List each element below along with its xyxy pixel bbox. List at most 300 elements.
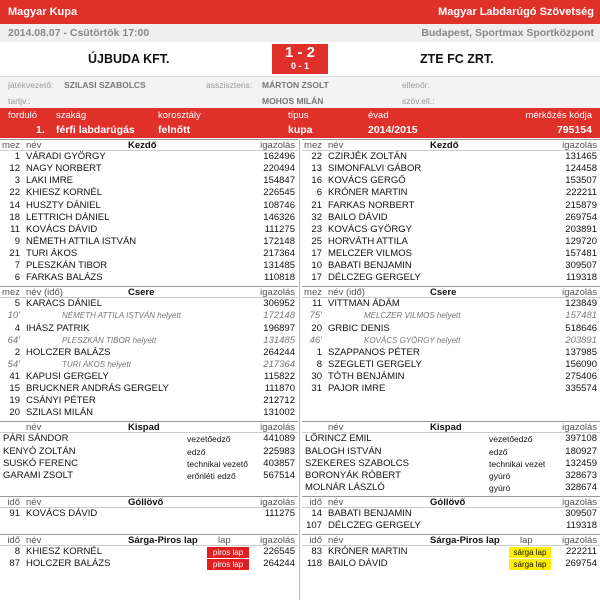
- staff-role: technikai vezet: [489, 458, 546, 469]
- starter-row: [302, 187, 600, 199]
- section-title: Kezdő: [430, 140, 459, 151]
- sub-minute: 75': [309, 310, 322, 322]
- shirt-number: 30: [311, 370, 322, 382]
- column-label: igazolás: [260, 535, 295, 547]
- card-row: [302, 546, 600, 558]
- sub-minute: 64': [7, 334, 20, 346]
- player-name: HORVÁTH ATTILA: [328, 235, 408, 247]
- substitute-row: [0, 371, 298, 383]
- starter-row: [302, 224, 600, 236]
- starter-row: [302, 236, 600, 248]
- starter-row: [302, 175, 600, 187]
- player-name: CZIRJÉK ZOLTÁN: [328, 151, 407, 163]
- carded-player: BAILO DÁVID: [328, 558, 388, 570]
- player-name: VITTMAN ÁDÁM: [328, 298, 400, 310]
- player-name: LAKI IMRE: [26, 175, 73, 187]
- shirt-number: 15: [9, 383, 20, 394]
- player-name: SIMONFALVI GÁBOR: [328, 163, 422, 175]
- substitute-row: [302, 323, 600, 335]
- substitute-row: [0, 395, 298, 407]
- section-title: Sárga-Piros lap: [430, 535, 500, 547]
- shirt-number: 31: [311, 383, 322, 394]
- staff-name: GARAMI ZSOLT: [3, 469, 74, 481]
- starter-row: [0, 272, 298, 284]
- sub-minute: 54': [7, 358, 20, 370]
- starter-row: [0, 212, 298, 224]
- starters-header: [302, 139, 600, 151]
- section-title: Góllövő: [128, 496, 164, 508]
- shirt-number: 17: [311, 272, 322, 284]
- player-name: BABATI BENJAMIN: [328, 260, 412, 271]
- column-label: név (idő): [26, 287, 63, 299]
- player-id: 137985: [565, 346, 597, 358]
- starters-header: [0, 139, 298, 151]
- away-team: ZTE FC ZRT.: [420, 52, 494, 66]
- starter-row: [0, 187, 298, 199]
- bench-row: [302, 482, 600, 494]
- column-label: mez: [304, 140, 322, 151]
- shirt-number: 13: [311, 163, 322, 175]
- bench-row: [302, 433, 600, 445]
- referee-label: játékvezető:: [8, 80, 54, 90]
- bench-row: [302, 458, 600, 470]
- staff-name: LŐRINCZ EMIL: [305, 433, 372, 445]
- shirt-number: 16: [311, 175, 322, 187]
- player-id: 157481: [565, 247, 597, 259]
- score-box: [272, 44, 328, 74]
- column-label: igazolás: [260, 422, 295, 434]
- shirt-number: 12: [9, 163, 20, 175]
- substitute-row: [302, 383, 600, 395]
- player-name: KARACS DÁNIEL: [26, 298, 103, 310]
- player-id: 157481: [565, 310, 597, 322]
- staff-role: vezetőedző: [187, 434, 231, 445]
- teams-header: [0, 42, 600, 76]
- red-card-badge: piros lap: [207, 547, 249, 558]
- shirt-number: 7: [14, 260, 20, 271]
- column-label: mez: [2, 140, 20, 151]
- player-id: 269754: [565, 211, 597, 223]
- player-name: CSÁNYI PÉTER: [26, 395, 96, 407]
- goal-minute: 107: [306, 520, 322, 532]
- player-name: PAJOR IMRE: [328, 383, 386, 394]
- bench-header: [302, 421, 600, 433]
- bench-row: [0, 433, 298, 445]
- scorer-id: 119318: [566, 520, 597, 532]
- match-meta-bar: [0, 108, 600, 138]
- player-id: 203891: [565, 223, 597, 235]
- starter-row: [0, 175, 298, 187]
- shirt-number: 22: [311, 151, 322, 163]
- column-label: mez: [2, 287, 20, 299]
- staff-id: 225983: [263, 445, 295, 457]
- player-name: KHIESZ KORNÉL: [26, 187, 103, 199]
- branch-value: férfi labdarúgás: [56, 124, 135, 136]
- player-name: BRUCKNER ANDRÁS GERGELY: [26, 383, 169, 394]
- column-label: idő: [309, 496, 322, 508]
- shirt-number: 1: [14, 151, 20, 163]
- column-label: igazolás: [260, 496, 295, 508]
- section-title: Kezdő: [128, 140, 157, 151]
- player-name: NÉMETH ATTILA ISTVÁN: [26, 235, 137, 247]
- player-id: 156090: [565, 358, 597, 370]
- player-name: KAPUSI GERGELY: [26, 370, 109, 382]
- code-value: 795154: [556, 124, 592, 136]
- staff-role: gyúró: [489, 470, 511, 481]
- shirt-number: 23: [311, 223, 322, 235]
- yellow-card-badge: sárga lap: [509, 559, 551, 570]
- staff-name: PÁRI SÁNDOR: [3, 433, 69, 445]
- card-minute: 83: [311, 546, 322, 558]
- column-label: igazolás: [260, 287, 295, 299]
- goal-row: [302, 508, 600, 520]
- cards-header: [0, 534, 298, 546]
- staff-id: 403857: [263, 457, 295, 469]
- shirt-number: 41: [9, 370, 20, 382]
- player-name: KRÓNER MARTIN: [328, 187, 408, 199]
- replaced-player: MELCZER VILMOS helyett: [364, 311, 461, 321]
- shirt-number: 11: [10, 223, 20, 235]
- player-name: SZAPPANOS PÉTER: [328, 346, 420, 358]
- bench-header: [0, 421, 298, 433]
- staff-id: 328674: [565, 481, 597, 493]
- competition-name: Magyar Kupa: [8, 6, 78, 18]
- player-id: 203891: [565, 334, 597, 346]
- shirt-number: 11: [312, 298, 322, 310]
- goal-row: [302, 520, 600, 532]
- starter-row: [0, 163, 298, 175]
- player-id: 162496: [263, 151, 295, 163]
- player-name: KOVÁCS DÁVID: [26, 223, 98, 235]
- column-label: név: [26, 496, 42, 508]
- staff-role: erőnléti edző: [187, 470, 236, 481]
- shirt-number: 18: [9, 211, 20, 223]
- replaced-player: PLESZKÁN TIBOR helyett: [62, 335, 157, 345]
- column-divider: [299, 138, 300, 600]
- section-title: Csere: [128, 287, 155, 299]
- substitute-row: [302, 298, 600, 310]
- player-id: 131485: [263, 334, 295, 346]
- shirt-number: 21: [311, 199, 322, 211]
- shirt-number: 1: [316, 346, 322, 358]
- staff-name: SZEKERES SZABOLCS: [305, 457, 410, 469]
- player-id: 146326: [263, 211, 295, 223]
- scorer-id: 309507: [565, 508, 597, 519]
- column-label: igazolás: [562, 422, 597, 434]
- staff-name: MOLNÁR LÁSZLÓ: [305, 481, 385, 493]
- shirt-number: 17: [311, 247, 322, 259]
- player-id: 131002: [263, 407, 295, 419]
- carded-player-id: 222211: [566, 546, 597, 558]
- starter-row: [302, 163, 600, 175]
- shirt-number: 8: [316, 358, 322, 370]
- type-value: kupa: [288, 124, 313, 136]
- player-id: 154847: [263, 175, 295, 187]
- scorer-name: DÉLCZEG GERGELY: [328, 520, 421, 532]
- staff-id: 441089: [263, 433, 295, 445]
- section-title: Kispad: [430, 422, 462, 434]
- sub-minute: 46': [309, 334, 322, 346]
- player-id: 220494: [263, 163, 295, 175]
- column-label: igazolás: [562, 287, 597, 299]
- carded-player-id: 226545: [263, 546, 295, 558]
- player-name: KOVÁCS GERGŐ: [328, 175, 406, 187]
- player-id: 129720: [565, 235, 597, 247]
- carded-player: HOLCZER BALÁZS: [26, 558, 111, 570]
- column-label: név: [328, 535, 344, 547]
- player-id: 222211: [566, 187, 597, 199]
- column-label: igazolás: [562, 140, 597, 151]
- goals-header: [302, 496, 600, 508]
- substitute-row: [0, 407, 298, 419]
- round-label: forduló: [8, 110, 38, 121]
- carded-player: KRÓNER MARTIN: [328, 546, 408, 558]
- shirt-number: 2: [14, 346, 20, 358]
- replaced-player: NÉMETH ATTILA ISTVÁN helyett: [62, 311, 181, 321]
- staff-role: edző: [489, 446, 508, 457]
- shirt-number: 6: [316, 187, 322, 199]
- substitute-row: [302, 335, 600, 347]
- goal-minute: 14: [311, 508, 322, 519]
- starter-row: [0, 151, 298, 163]
- replaced-player: TURI ÁKOS helyett: [62, 359, 131, 369]
- player-id: 119318: [566, 272, 597, 284]
- branch-label: szakág: [56, 110, 87, 121]
- player-name: TÓTH BENJÁMIN: [328, 370, 405, 382]
- substitute-row: [0, 347, 298, 359]
- player-name: TURI ÁKOS: [26, 247, 78, 259]
- starter-row: [302, 151, 600, 163]
- column-label: idő: [309, 535, 322, 547]
- scorer-name: KOVÁCS DÁVID: [26, 508, 98, 519]
- player-name: KOVÁCS GYÖRGY: [328, 223, 412, 235]
- column-label: mez: [304, 287, 322, 299]
- column-label: igazolás: [562, 496, 597, 508]
- card-row: [0, 546, 298, 558]
- age-value: felnőtt: [158, 124, 191, 136]
- player-name: FARKAS BALÁZS: [26, 272, 103, 284]
- player-name: HOLCZER BALÁZS: [26, 346, 111, 358]
- staff-role: technikai vezető: [187, 458, 248, 469]
- federation-controller-label: szöv.ell.:: [402, 96, 435, 106]
- shirt-number: 20: [311, 322, 322, 334]
- staff-id: 180927: [565, 445, 597, 457]
- column-label: név (idő): [328, 287, 365, 299]
- staff-id: 567514: [263, 469, 295, 481]
- column-label: idő: [7, 535, 20, 547]
- replaced-player: KOVÁCS GYÖRGY helyett: [364, 335, 461, 345]
- assistant2-name: MOHOS MILÁN: [262, 96, 324, 106]
- card-row: [302, 558, 600, 570]
- shirt-number: 32: [311, 211, 322, 223]
- substitute-row: [0, 298, 298, 310]
- player-name: NAGY NORBERT: [26, 163, 102, 175]
- section-title: Csere: [430, 287, 457, 299]
- age-label: korosztály: [158, 110, 201, 121]
- shirt-number: 4: [14, 322, 20, 334]
- code-label: mérkőzés kódja: [525, 110, 592, 121]
- column-label: lap: [520, 535, 533, 547]
- player-id: 124458: [565, 163, 597, 175]
- player-id: 111275: [264, 223, 295, 235]
- player-id: 111870: [264, 383, 295, 394]
- bench-row: [302, 446, 600, 458]
- season-label: évad: [368, 110, 389, 121]
- staff-role: gyúró: [489, 482, 511, 493]
- column-label: név: [328, 422, 344, 434]
- shirt-number: 19: [9, 395, 20, 407]
- starter-row: [302, 272, 600, 284]
- player-id: 335574: [565, 383, 597, 394]
- column-label: igazolás: [562, 535, 597, 547]
- match-venue: Budapest, Sportmax Sportközpont: [421, 27, 594, 39]
- staff-id: 132459: [565, 457, 597, 469]
- final-score: 1 - 2: [284, 44, 315, 61]
- player-id: 264244: [263, 346, 295, 358]
- yellow-card-badge: sárga lap: [509, 547, 551, 558]
- starter-row: [0, 260, 298, 272]
- staff-role: vezetőedző: [489, 434, 533, 445]
- section-title: Góllövő: [430, 496, 466, 508]
- shirt-number: 20: [9, 407, 20, 419]
- goal-row: [0, 508, 298, 520]
- federation-name: Magyar Labdarúgó Szövetség: [438, 6, 594, 18]
- scorer-id: 111275: [264, 508, 295, 519]
- player-id: 123849: [565, 298, 597, 310]
- reserve-referee-label: tartjv.:: [8, 96, 31, 106]
- player-id: 110818: [264, 272, 295, 284]
- bench-row: [0, 446, 298, 458]
- section-title: Sárga-Piros lap: [128, 535, 198, 547]
- officials-panel: [0, 76, 600, 108]
- shirt-number: 5: [14, 298, 20, 310]
- substitute-row: [302, 371, 600, 383]
- section-title: Kispad: [128, 422, 160, 434]
- carded-player-id: 264244: [263, 558, 295, 570]
- starter-row: [302, 200, 600, 212]
- substitutes-header: [0, 286, 298, 298]
- player-id: 172148: [263, 310, 295, 322]
- substitute-row: [302, 310, 600, 322]
- card-minute: 8: [14, 546, 20, 558]
- player-id: 275406: [565, 370, 597, 382]
- shirt-number: 6: [14, 272, 20, 284]
- player-id: 226545: [263, 187, 295, 199]
- card-row: [0, 558, 298, 570]
- player-name: IHÁSZ PATRIK: [26, 322, 90, 334]
- substitute-row: [0, 359, 298, 371]
- sub-minute: 10': [7, 310, 20, 322]
- substitute-row: [302, 359, 600, 371]
- player-id: 217364: [263, 358, 295, 370]
- substitute-row: [0, 383, 298, 395]
- player-id: 212712: [263, 395, 295, 407]
- staff-role: edző: [187, 446, 206, 457]
- scorer-name: BABATI BENJAMIN: [328, 508, 412, 519]
- player-name: VÁRADI GYÖRGY: [26, 151, 106, 163]
- player-name: MELCZER VILMOS: [328, 247, 412, 259]
- round-value: 1.: [36, 124, 45, 136]
- info-bar: [0, 24, 600, 42]
- card-minute: 118: [306, 558, 322, 570]
- column-label: név: [328, 140, 344, 151]
- substitute-row: [302, 347, 600, 359]
- player-id: 153507: [565, 175, 597, 187]
- player-id: 215879: [565, 199, 597, 211]
- column-label: név: [26, 535, 42, 547]
- staff-name: BALOGH ISTVÁN: [305, 445, 382, 457]
- player-name: SZILASI MILÁN: [26, 407, 94, 419]
- starter-row: [0, 248, 298, 260]
- bench-row: [0, 470, 298, 482]
- player-id: 196897: [263, 322, 295, 334]
- assistant-label: asszisztens:: [206, 80, 253, 90]
- card-minute: 87: [9, 558, 20, 570]
- match-datetime: 2014.08.07 - Csütörtök 17:00: [8, 27, 150, 39]
- carded-player-id: 269754: [565, 558, 597, 570]
- player-id: 217364: [263, 247, 295, 259]
- starter-row: [302, 212, 600, 224]
- starter-row: [302, 260, 600, 272]
- starter-row: [0, 224, 298, 236]
- home-team: ÚJBUDA KFT.: [88, 52, 170, 66]
- column-label: igazolás: [260, 140, 295, 151]
- player-name: DÉLCZEG GERGELY: [328, 272, 421, 284]
- assistant1-name: MÁRTON ZSOLT: [262, 80, 329, 90]
- player-name: GRBIC DENIS: [328, 322, 390, 334]
- shirt-number: 3: [14, 175, 20, 187]
- player-name: HUSZTY DÁNIEL: [26, 199, 101, 211]
- player-name: BAILO DÁVID: [328, 211, 388, 223]
- player-name: PLESZKÁN TIBOR: [26, 260, 108, 271]
- column-label: név: [26, 422, 42, 434]
- starter-row: [0, 236, 298, 248]
- halftime-score: 0 - 1: [290, 61, 309, 71]
- player-id: 306952: [263, 298, 295, 310]
- controller-label: ellenőr:: [402, 80, 430, 90]
- shirt-number: 25: [311, 235, 322, 247]
- staff-name: KENYÓ ZOLTÁN: [3, 445, 76, 457]
- substitutes-header: [302, 286, 600, 298]
- shirt-number: 21: [9, 247, 20, 259]
- referee-name: SZILASI SZABOLCS: [64, 80, 146, 90]
- goals-header: [0, 496, 298, 508]
- red-card-badge: piros lap: [207, 559, 249, 570]
- column-label: idő: [7, 496, 20, 508]
- player-id: 309507: [565, 260, 597, 271]
- staff-name: SUSKÓ FERENC: [3, 457, 78, 469]
- column-label: lap: [218, 535, 231, 547]
- staff-name: BORONYÁK RÓBERT: [305, 469, 401, 481]
- staff-id: 397108: [565, 433, 597, 445]
- staff-id: 328673: [565, 469, 597, 481]
- player-name: SZEGLETI GERGELY: [328, 358, 422, 370]
- substitute-row: [0, 323, 298, 335]
- substitute-row: [0, 335, 298, 347]
- bench-row: [0, 458, 298, 470]
- bench-row: [302, 470, 600, 482]
- player-name: FARKAS NORBERT: [328, 199, 415, 211]
- column-label: név: [26, 140, 42, 151]
- shirt-number: 22: [9, 187, 20, 199]
- type-label: típus: [288, 110, 309, 121]
- season-value: 2014/2015: [368, 124, 418, 136]
- player-id: 172148: [263, 235, 295, 247]
- shirt-number: 9: [14, 235, 20, 247]
- column-label: név: [328, 496, 344, 508]
- goal-minute: 91: [9, 508, 20, 519]
- carded-player: KHIESZ KORNÉL: [26, 546, 103, 558]
